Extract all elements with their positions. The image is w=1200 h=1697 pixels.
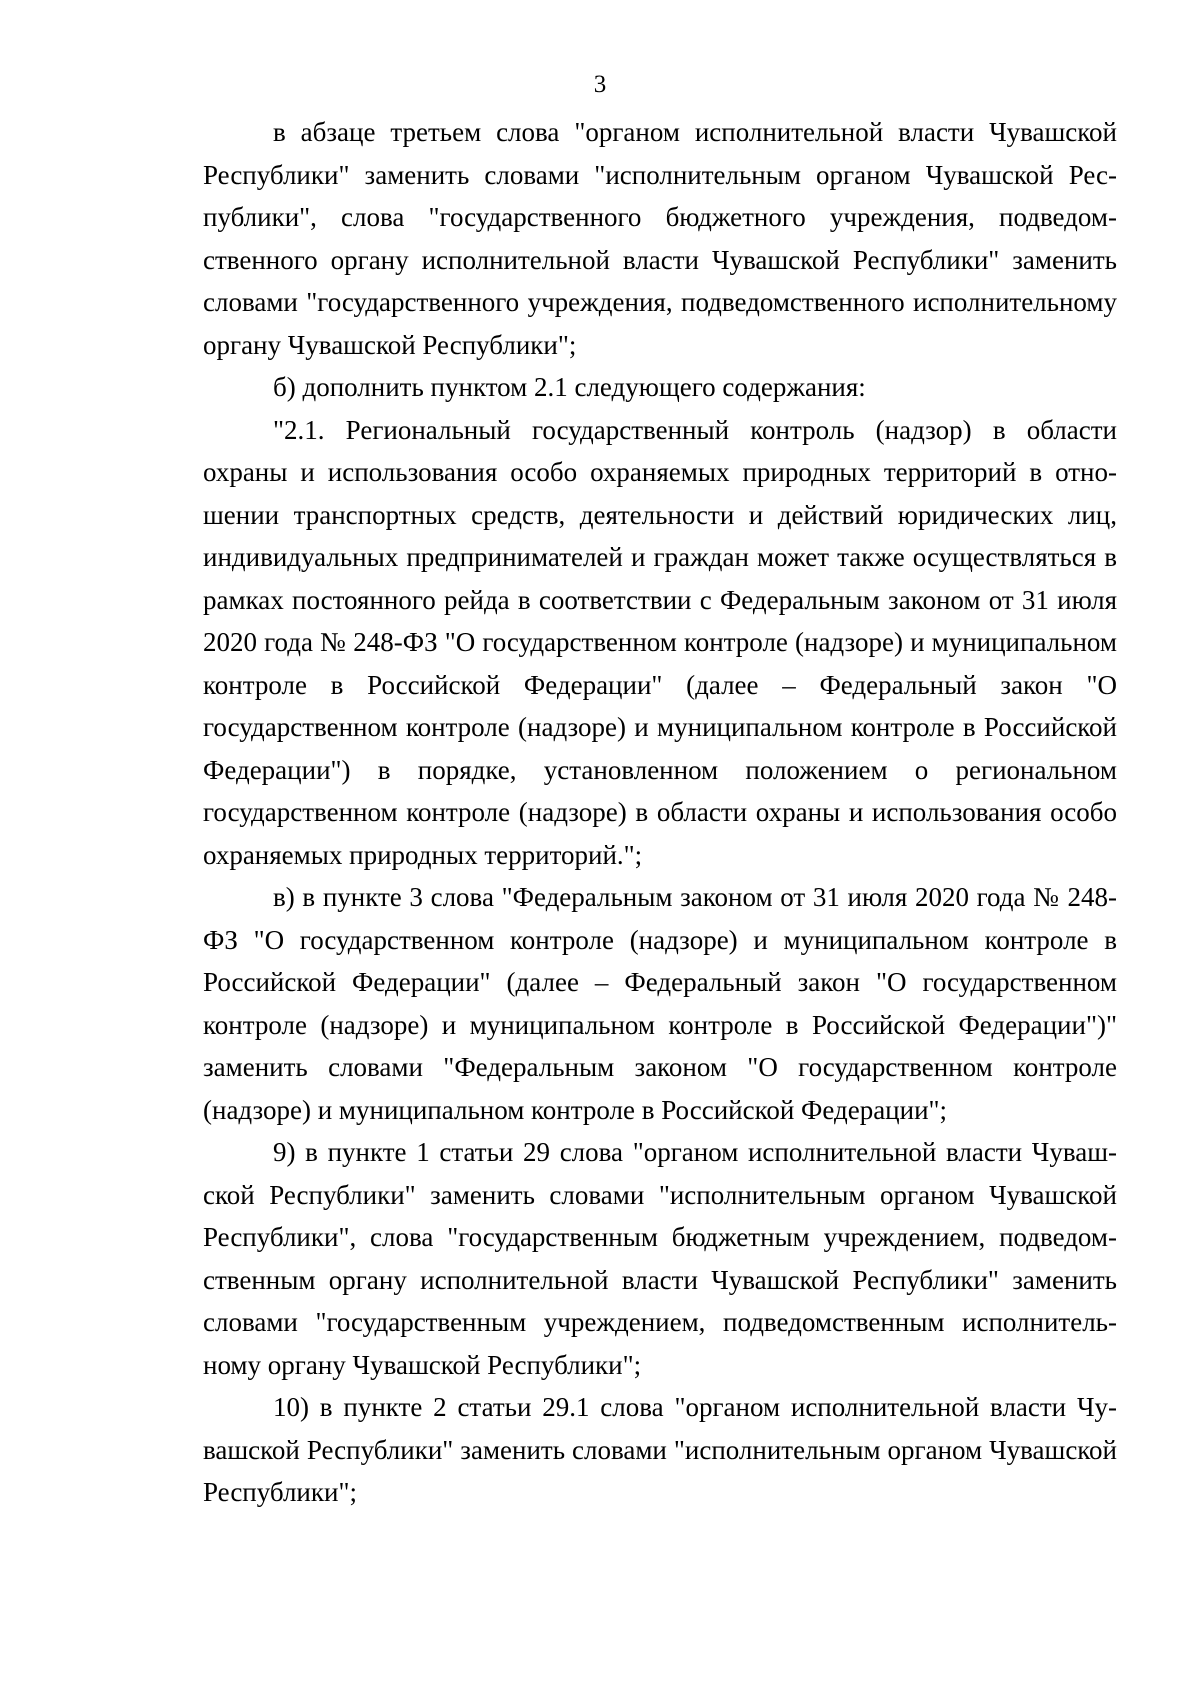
paragraph-9-statya-29: 9) в пункте 1 статьи 29 слова "органом исполнительной власти Чувашской Республики" заменить словами "исполнительным органом Чувашской Республики", слова "государственным бюджетным учреждением, подведомственным органу исполнительной власти Чувашской Республики" заменить словами "государственным учреждением, подведомственным исполнительному органу Чувашской Республики";	[203, 1137, 1117, 1380]
paragraph-abzats-tretiy: в абзаце третьем слова "органом исполнительной власти Чувашской Республики" заменить словами "исполнительным органом Чувашской Республики", слова "государственного бюджетного учреждения, подведомственного органу исполнительной власти Чувашской Республики" заменить словами "государственного учреждения, подведомственного исполнительному органу Чувашской Республики";	[203, 117, 1117, 360]
paragraph-b-dopolnit: б) дополнить пунктом 2.1 следующего содержания:	[273, 372, 866, 402]
document-body	[203, 111, 1117, 1514]
paragraph-punkt-2-1: "2.1. Региональный государственный контроль (надзор) в области охраны и использования особо охраняемых природных территорий в отношении транспортных средств, деятельности и действий юридических лиц, индивидуальных предпринимателей и граждан может также осуществляться в рамках постоянного рейда в соответствии с Федеральным законом от 31 июля 2020 года № 248-ФЗ "О государственном контроле (надзоре) и муниципальном контроле в Российской Федерации" (далее – Федеральный закон "О государственном контроле (надзоре) и муниципальном контроле в Российской Федерации") в порядке, установленном положением о региональном государственном контроле (надзоре) в области охраны и использования особо охраняемых природных территорий.";	[203, 414, 1117, 870]
paragraph-v-punkt-3: в) в пункте 3 слова "Федеральным законом от 31 июля 2020 года № 248-ФЗ "О государственном контроле (надзоре) и муниципальном контроле в Российской Федерации" (далее – Федеральный закон "О государственном контроле (надзоре) и муниципальном контроле в Российской Федерации")" заменить словами "Федеральным законом "О государственном контроле (надзоре) и муниципальном контроле в Российской Федерации";	[203, 882, 1117, 1125]
page-number: 3	[593, 71, 607, 98]
paragraph-10-statya-29-1: 10) в пункте 2 статьи 29.1 слова "органом исполнительной власти Чувашской Республики" заменить словами "исполнительным органом Чувашской Республики";	[203, 1392, 1117, 1507]
